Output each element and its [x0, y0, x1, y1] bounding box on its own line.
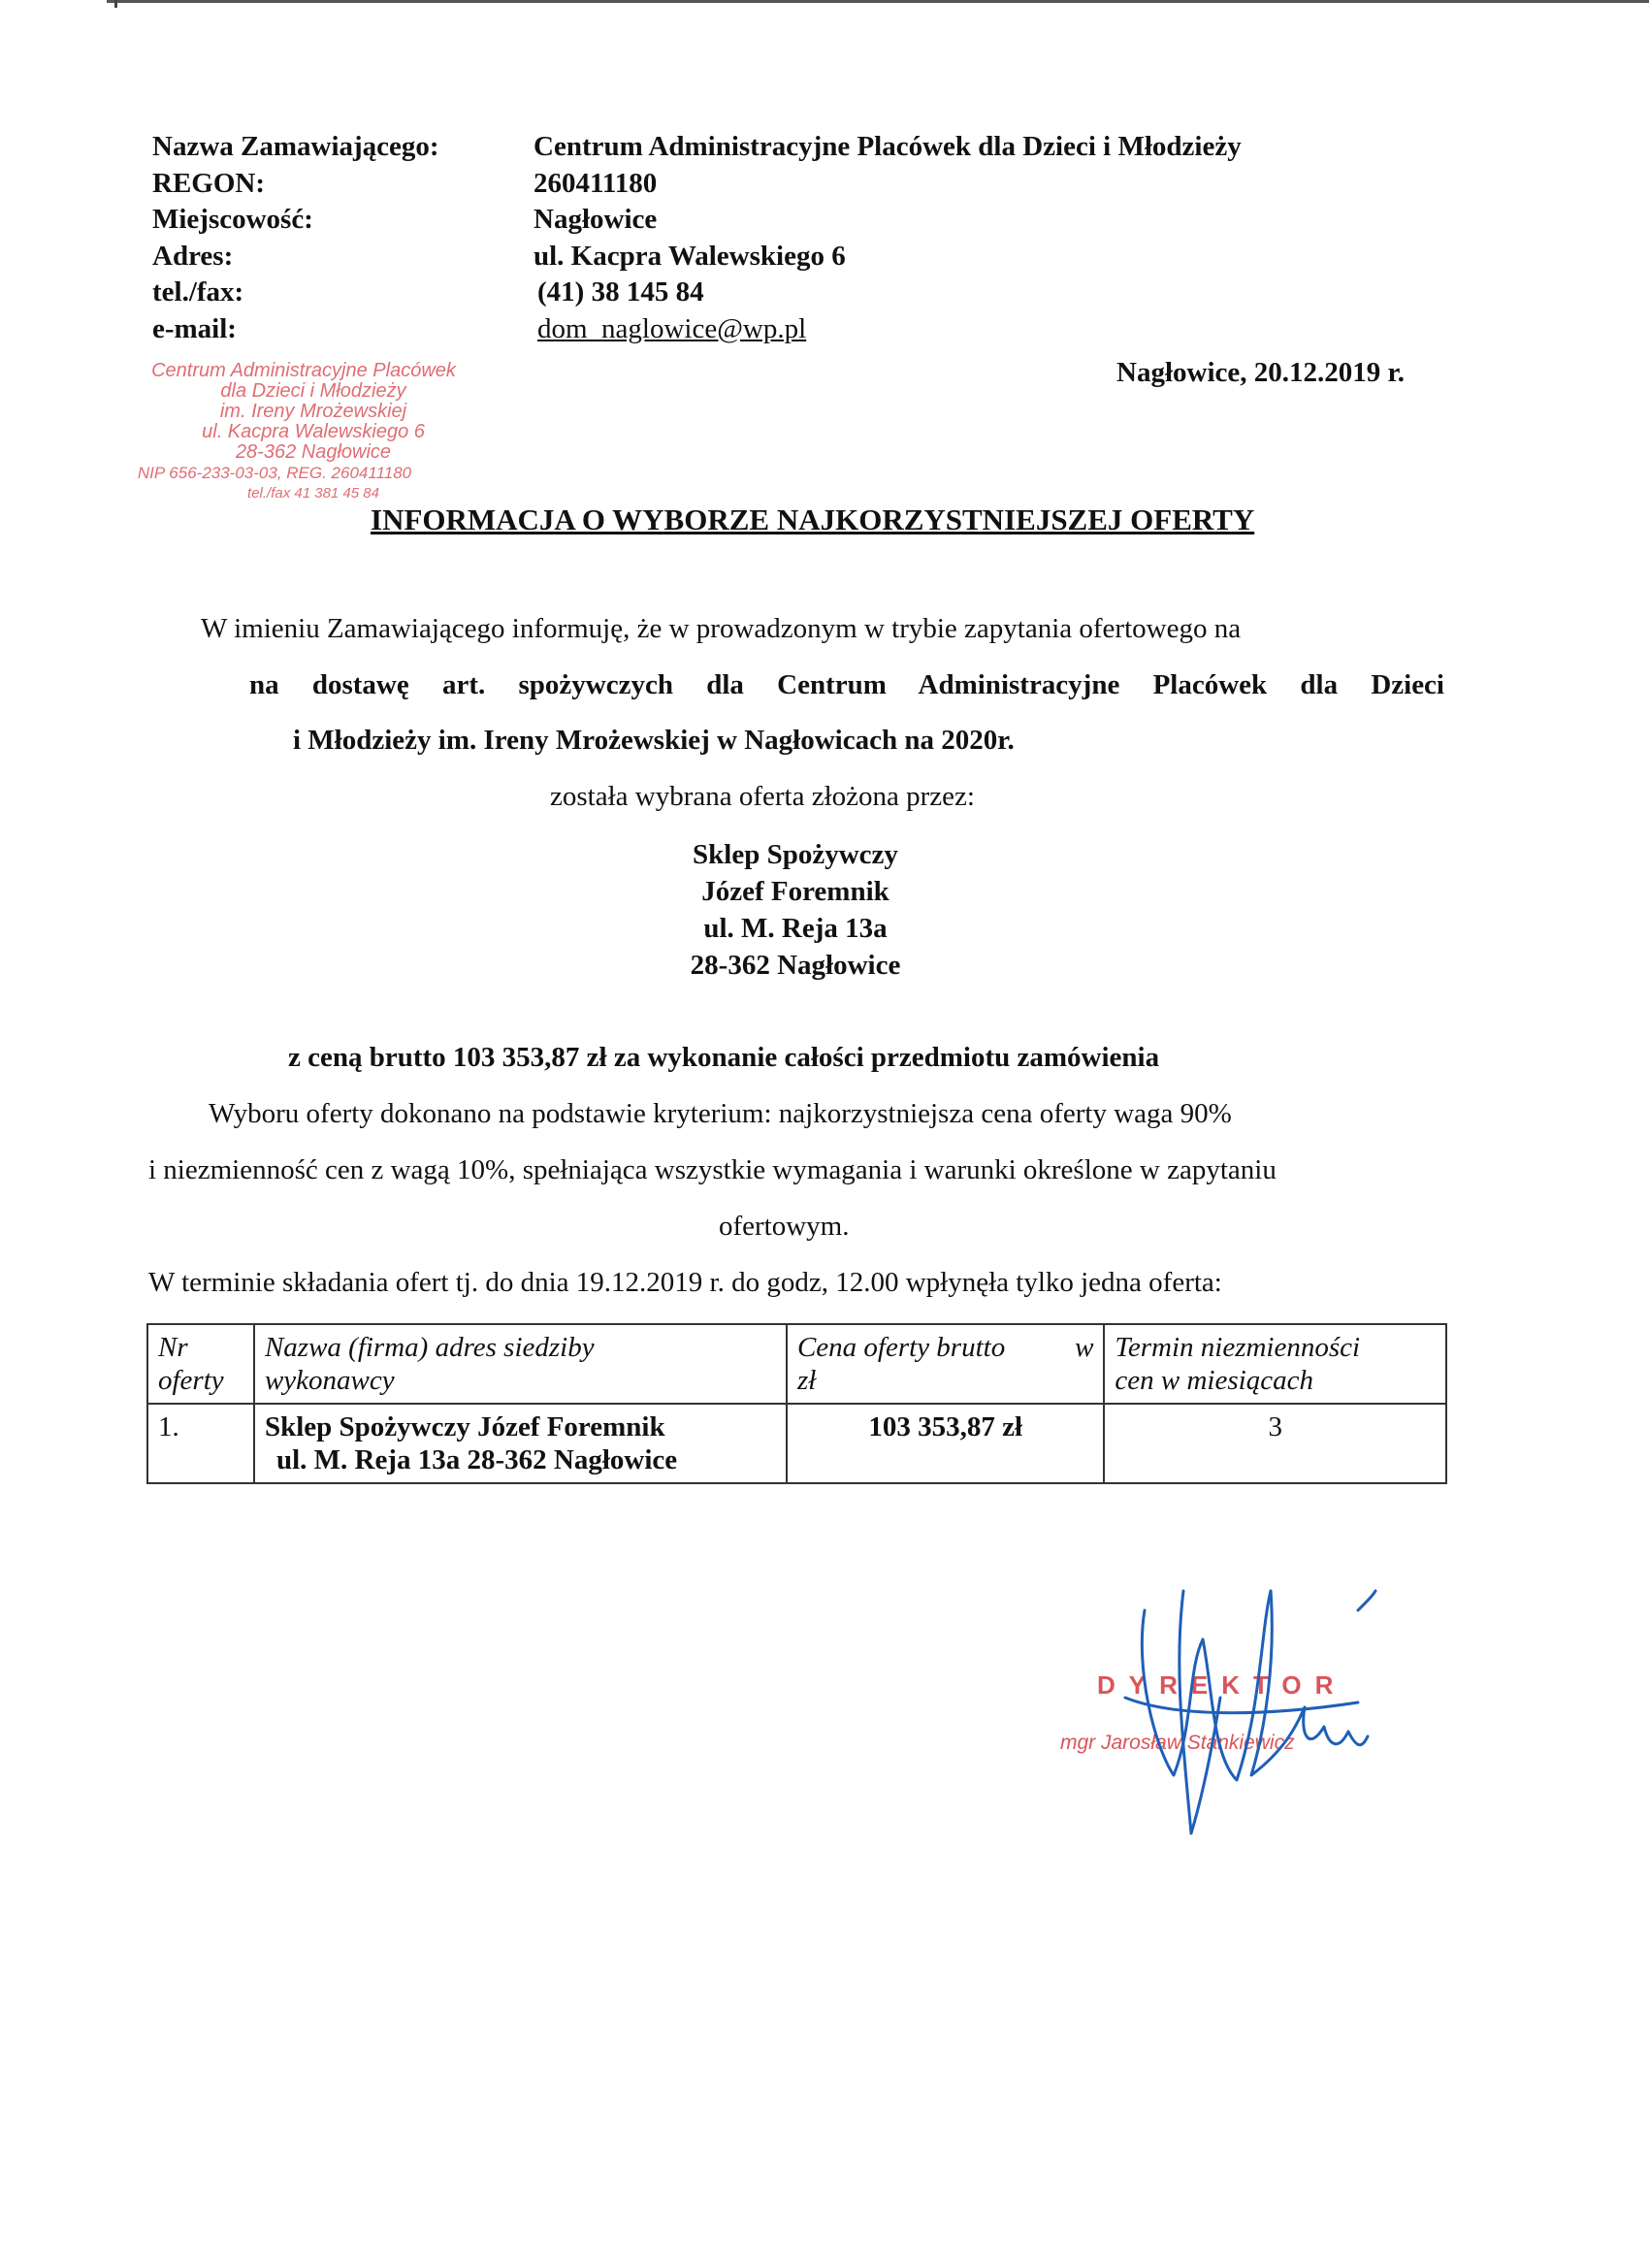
criteria-line-1: Wyboru oferty dokonano na podstawie kryterium: najkorzystniejsza cena oferty waga 90%	[209, 1098, 1232, 1129]
header-price	[787, 1324, 1104, 1404]
cell-name	[254, 1404, 787, 1483]
header-nr-line: oferty	[158, 1365, 224, 1396]
handwritten-signature	[1067, 1552, 1397, 1872]
header-price-line	[797, 1331, 1093, 1364]
cell-name-line: ul. M. Reja 13a 28-362 Nagłowice	[275, 1444, 678, 1475]
winner-line: ul. M. Reja 13a	[703, 913, 888, 944]
winner-line: 28-362 Nagłowice	[690, 950, 901, 981]
header-price-text: Cena oferty brutto	[796, 1332, 1006, 1363]
header-nr-line: Nr	[158, 1332, 188, 1363]
cell-price: 103 353,87 zł	[787, 1404, 1104, 1483]
deadline-line: W terminie składania ofert tj. do dnia 19.12.2019 r. do godz, 12.00 wpłynęła tylko jedna oferta:	[148, 1267, 1222, 1298]
stamp-line: tel./fax 41 381 45 84	[247, 485, 379, 502]
scan-mark	[114, 0, 117, 8]
header-price-line: zł	[796, 1365, 817, 1396]
header-row-city	[152, 202, 1242, 239]
header-row-regon	[152, 166, 1242, 203]
stamp-line: ul. Kacpra Walewskiego 6	[202, 422, 425, 442]
header-term	[1104, 1324, 1446, 1404]
header-term-line: Termin niezmienności	[1115, 1332, 1361, 1363]
cell-term: 3	[1104, 1404, 1446, 1483]
cell-name-line: Sklep Spożywczy Józef Foremnik	[264, 1411, 665, 1442]
offers-table	[146, 1323, 1447, 1484]
stamp-line: 28-362 Nagłowice	[235, 442, 392, 463]
header-term-line: cen w miesiącach	[1115, 1365, 1313, 1396]
header-row-email	[152, 311, 1242, 348]
header-value-address: ul. Kacpra Walewskiego 6	[534, 240, 846, 272]
header-label-city: Miejscowość:	[152, 204, 313, 235]
header-name-line: wykonawcy	[264, 1365, 395, 1396]
header-value-name: Centrum Administracyjne Placówek dla Dzieci i Młodzieży	[534, 131, 1242, 162]
header-value-phone: (41) 38 145 84	[537, 276, 704, 308]
winner-line: Sklep Spożywczy	[693, 839, 898, 870]
header-nr	[147, 1324, 254, 1404]
price-line: z ceną brutto 103 353,87 zł za wykonanie całości przedmiotu zamówienia	[288, 1042, 1160, 1073]
header-value-city: Nagłowice	[534, 204, 658, 235]
chosen-line: została wybrana oferta złożona przez:	[550, 781, 975, 812]
criteria-line-3: ofertowym.	[719, 1211, 850, 1242]
header-label-email: e-mail:	[152, 312, 237, 344]
header-label-name: Nazwa Zamawiającego:	[152, 131, 439, 162]
table-header-row	[147, 1324, 1446, 1404]
document-date: Nagłowice, 20.12.2019 r.	[1116, 357, 1405, 388]
table-row	[147, 1404, 1446, 1483]
stamp-line: NIP 656-233-03-03, REG. 260411180	[137, 464, 412, 482]
header-price-w: w	[1075, 1332, 1094, 1363]
header-value-regon: 260411180	[534, 167, 658, 199]
header-row-name	[152, 129, 1242, 166]
header-row-phone	[152, 275, 1242, 311]
criteria-line-2: i niezmienność cen z wagą 10%, spełniająca wszystkie wymagania i warunki określone w zapytaniu	[148, 1154, 1277, 1185]
institution-stamp	[85, 361, 541, 503]
header-name	[254, 1324, 787, 1404]
header-label-phone: tel./fax:	[152, 276, 244, 308]
header-fields	[152, 129, 1242, 347]
intro-paragraph: W imieniu Zamawiającego informuję, że w prowadzonym w trybie zapytania ofertowego na	[201, 613, 1242, 644]
header-row-address	[152, 239, 1242, 275]
subject-line-1: na dostawę art. spożywczych dla Centrum Administracyjne Placówek dla Dzieci	[249, 669, 1444, 700]
subject-line-2: i Młodzieży im. Ireny Mrożewskiej w Nagłowicach na 2020r.	[293, 725, 1015, 756]
header-label-regon: REGON:	[152, 167, 265, 199]
email-link[interactable]: dom_naglowice@wp.pl	[537, 312, 807, 344]
winner-block	[582, 836, 1009, 984]
signature-name: mgr Jarosław Stankiewicz	[1060, 1732, 1295, 1754]
header-name-line: Nazwa (firma) adres siedziby	[264, 1332, 595, 1363]
scan-edge-line	[107, 0, 1649, 3]
header-label-address: Adres:	[152, 240, 234, 272]
document-title: INFORMACJA O WYBORZE NAJKORZYSTNIEJSZEJ OFERTY	[371, 502, 1255, 536]
stamp-line: dla Dzieci i Młodzieży	[220, 381, 406, 402]
signature-title: DYREKTOR	[1097, 1670, 1347, 1700]
cell-nr: 1.	[147, 1404, 254, 1483]
winner-line: Józef Foremnik	[701, 876, 889, 907]
stamp-line: Centrum Administracyjne Placówek	[151, 361, 456, 381]
stamp-line: im. Ireny Mrożewskiej	[219, 402, 407, 422]
